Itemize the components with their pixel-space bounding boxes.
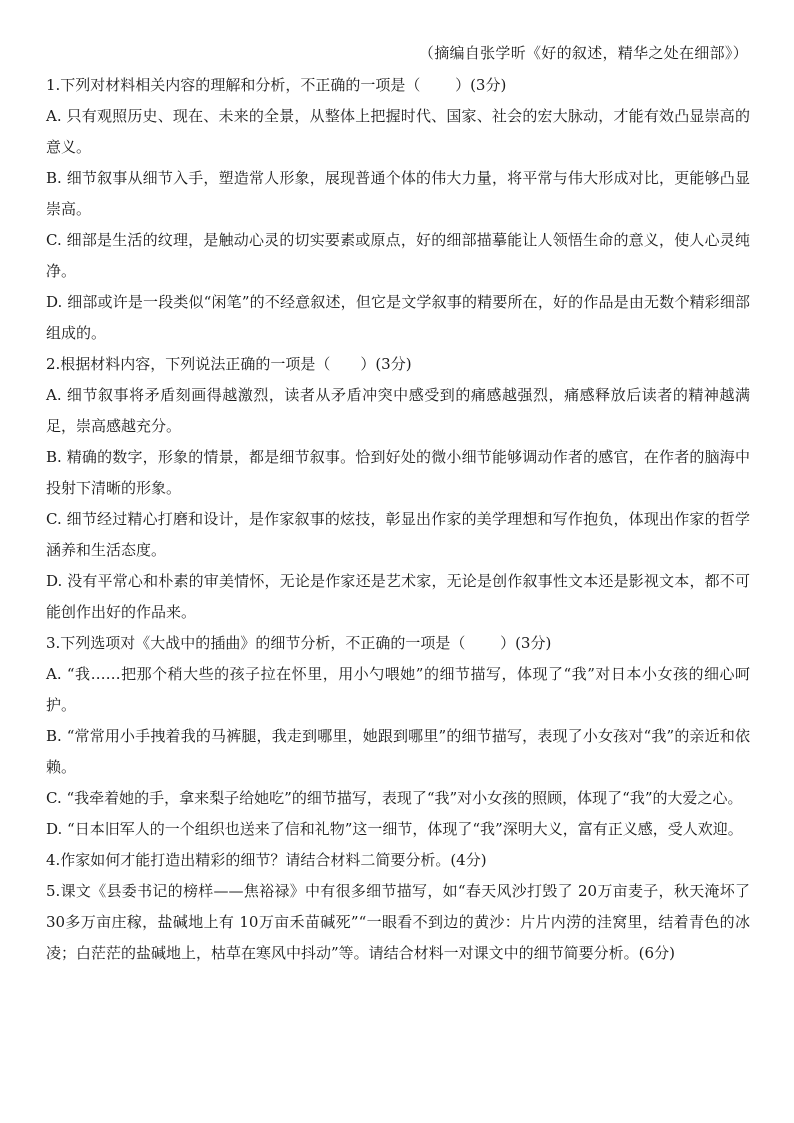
question-2-option-c: C. 细节经过精心打磨和设计，是作家叙事的炫技，彰显出作家的美学理想和写作抱负，体现出作家的哲学涵养和生活态度。 [46,510,750,559]
question-3-option-b: B. “常常用小手拽着我的马裤腿，我走到哪里，她跟到哪里”的细节描写，表现了小女孩对“我”的亲近和依赖。 [46,727,750,776]
question-3-option-c: C. “我牵着她的手，拿来梨子给她吃”的细节描写，表现了“我”对小女孩的照顾，体现了“我”的大爱之心。 [46,789,743,807]
question-1-option-d: D. 细部或许是一段类似“闲笔”的不经意叙述，但它是文学叙事的精要所在，好的作品是由无数个精彩细部组成的。 [46,293,750,342]
question-list [46,70,750,969]
question-3-option-d: D. “日本旧军人的一个组织也送来了信和礼物”这一细节，体现了“我”深明大义，富有正义感，受人欢迎。 [46,820,743,838]
question-2-option-b: B. 精确的数字，形象的情景，都是细节叙事。恰到好处的微小细节能够调动作者的感官，在作者的脑海中投射下清晰的形象。 [46,448,750,497]
question-5-stem: 5.课文《县委书记的榜样——焦裕禄》中有很多细节描写，如“春天风沙打毁了 20万亩麦子，秋天淹坏了 30多万亩庄稼，盐碱地上有 10万亩禾苗碱死”“一眼看不到边的黄沙：片片内涝的洼窝里，结着青色的冰凌；白茫茫的盐碱地上，枯草在寒风中抖动”等。请结合材料一对课文中的细节简要分析。(6分) [46,882,750,962]
question-2-stem: 2.根据材料内容，下列说法正确的一项是（ ）(3分) [46,355,412,373]
question-1-option-c: C. 细部是生活的纹理，是触动心灵的切实要素或原点，好的细部描摹能让人领悟生命的意义，使人心灵纯净。 [46,231,750,280]
question-1-option-a: A. 只有观照历史、现在、未来的全景，从整体上把握时代、国家、社会的宏大脉动，才能有效凸显崇高的意义。 [46,107,750,156]
question-3-option-a: A. “我……把那个稍大些的孩子拉在怀里，用小勺喂她”的细节描写，体现了“我”对日本小女孩的细心呵护。 [46,665,750,714]
question-4-stem: 4.作家如何才能打造出精彩的细节？请结合材料二简要分析。(4分) [46,851,487,869]
question-1-option-b: B. 细节叙事从细节入手，塑造常人形象，展现普通个体的伟大力量，将平常与伟大形成对比，更能够凸显崇高。 [46,169,750,218]
question-2-option-a: A. 细节叙事将矛盾刻画得越激烈，读者从矛盾冲突中感受到的痛感越强烈，痛感释放后读者的精神越满足，崇高感越充分。 [46,386,750,435]
question-2-option-d: D. 没有平常心和朴素的审美情怀，无论是作家还是艺术家，无论是创作叙事性文本还是影视文本，都不可能创作出好的作品来。 [46,572,750,621]
source-note: （摘编自张学昕《好的叙述，精华之处在细部》） [418,44,748,62]
question-3-stem: 3.下列选项对《大战中的插曲》的细节分析，不正确的一项是（ ）(3分) [46,634,552,652]
question-1-stem: 1.下列对材料相关内容的理解和分析，不正确的一项是（ ）(3分) [46,76,507,94]
